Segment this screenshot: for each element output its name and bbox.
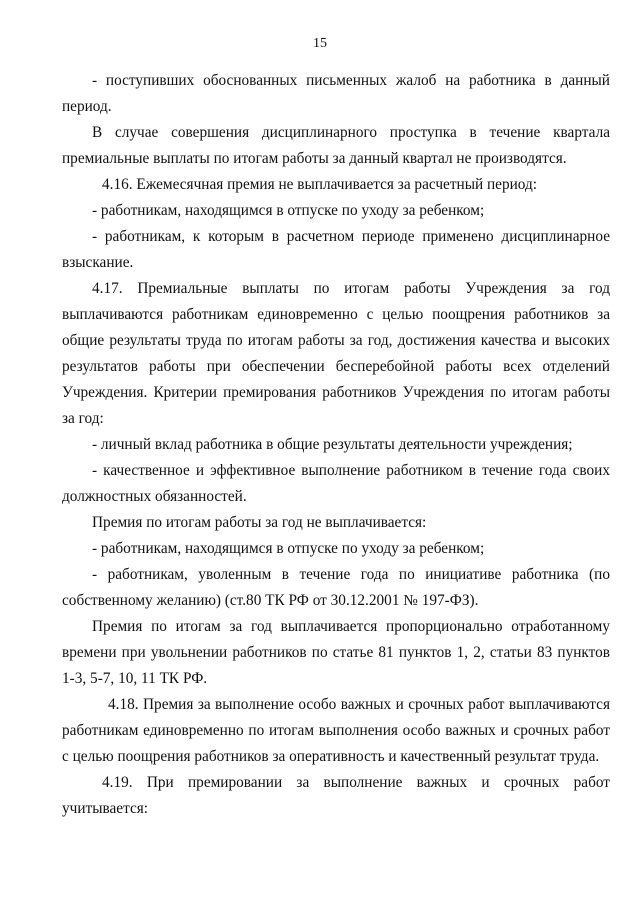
paragraph-annual-bonus-not-paid: Премия по итогам работы за год не выплачивается:: [92, 514, 427, 531]
paragraph-complaints: - поступивших обоснованных письменных жалоб на работника в данный период.: [62, 72, 610, 115]
paragraph-4-17: 4.17. Премиальные выплаты по итогам работы Учреждения за год выплачиваются работникам единовременно с целью поощрения работников за общие результаты труда по итогам работы за год, достижения качества и высоких результатов работы при обеспечении бесперебойной работы всех отделений Учреждения. Критерии премирования работников Учреждения по итогам работы за год:: [62, 280, 610, 427]
paragraph-4-19: 4.19. При премировании за выполнение важных и срочных работ учитывается:: [62, 774, 610, 817]
page-number: 15: [313, 36, 327, 51]
paragraph-4-16: 4.16. Ежемесячная премия не выплачивается за расчетный период:: [102, 176, 538, 193]
list-item-disciplinary-penalty: - работникам, к которым в расчетном периоде применено дисциплинарное взыскание.: [62, 228, 610, 271]
list-item-resigned-employees: - работникам, уволенным в течение года по инициативе работника (по собственному желанию) (ст.80 ТК РФ от 30.12.2001 № 197-ФЗ).: [62, 566, 610, 609]
list-item-parental-leave-annual: - работникам, находящимся в отпуске по уходу за ребенком;: [92, 540, 485, 557]
document-body: [62, 68, 610, 822]
paragraph-4-18: 4.18. Премия за выполнение особо важных и срочных работ выплачиваются работникам единовременно по итогам выполнения особо важных и срочных работ с целью поощрения работников за оперативность и качественный результат труда.: [62, 696, 610, 765]
list-item-parental-leave: - работникам, находящимся в отпуске по уходу за ребенком;: [92, 202, 485, 219]
list-item-effective-performance: - качественное и эффективное выполнение работником в течение года своих должностных обязанностей.: [62, 462, 610, 505]
list-item-personal-contribution: - личный вклад работника в общие результаты деятельности учреждения;: [92, 436, 573, 453]
paragraph-disciplinary-quarter: В случае совершения дисциплинарного проступка в течение квартала премиальные выплаты по итогам работы за данный квартал не производятся.: [62, 124, 610, 167]
paragraph-proportional-bonus: Премия по итогам за год выплачивается пропорционально отработанному времени при увольнении работников по статье 81 пунктов 1, 2, статьи 83 пунктов 1-3, 5-7, 10, 11 ТК РФ.: [62, 618, 610, 687]
